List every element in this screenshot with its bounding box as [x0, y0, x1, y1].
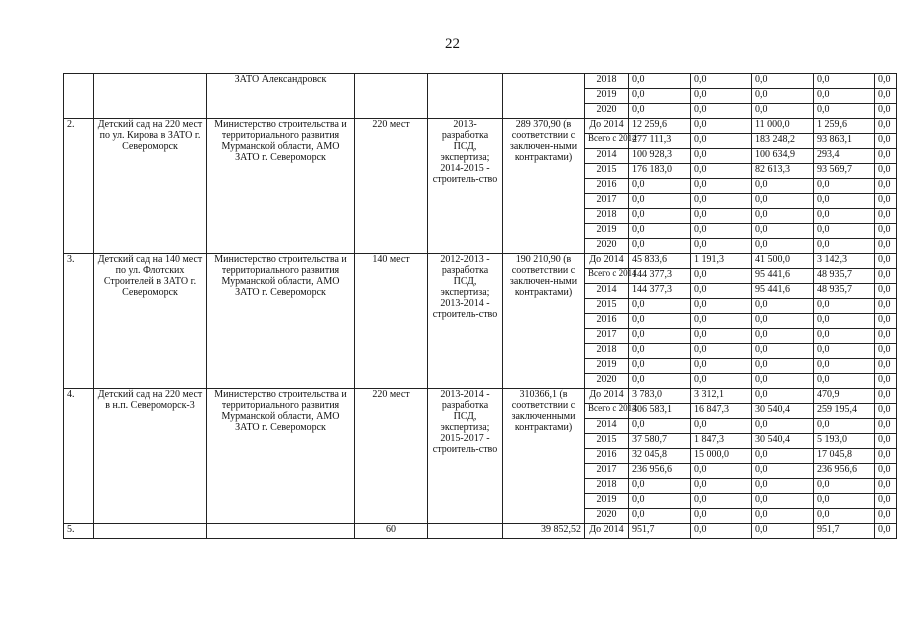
- value-cell: 0,0: [814, 329, 875, 344]
- value-cell: 0,0: [875, 314, 897, 329]
- value-cell: 0,0: [752, 344, 814, 359]
- value-cell: 0,0: [691, 359, 752, 374]
- value-cell: 0,0: [875, 224, 897, 239]
- value-cell: 100 634,9: [752, 149, 814, 164]
- table-row: [64, 389, 897, 404]
- capacity-cell: 60: [355, 524, 428, 539]
- value-cell: 0,0: [691, 239, 752, 254]
- value-cell: 0,0: [875, 464, 897, 479]
- value-cell: 0,0: [814, 479, 875, 494]
- value-cell: 0,0: [629, 479, 691, 494]
- value-cell: 0,0: [691, 119, 752, 134]
- year-cell: 2019: [585, 359, 629, 374]
- table-row: [64, 119, 897, 134]
- cost-cell: [503, 74, 585, 119]
- value-cell: 0,0: [691, 344, 752, 359]
- stages-cell: [428, 74, 503, 119]
- value-cell: 93 569,7: [814, 164, 875, 179]
- year-cell: Всего с 2014: [585, 134, 629, 149]
- value-cell: 3 142,3: [814, 254, 875, 269]
- year-cell: 2014: [585, 419, 629, 434]
- year-cell: 2015: [585, 299, 629, 314]
- year-cell: До 2014: [585, 254, 629, 269]
- value-cell: 0,0: [875, 344, 897, 359]
- value-cell: 0,0: [814, 314, 875, 329]
- value-cell: 0,0: [629, 224, 691, 239]
- organization-cell: [207, 524, 355, 539]
- value-cell: 0,0: [875, 194, 897, 209]
- value-cell: 176 183,0: [629, 164, 691, 179]
- value-cell: 0,0: [691, 164, 752, 179]
- value-cell: 0,0: [875, 149, 897, 164]
- year-cell: 2019: [585, 89, 629, 104]
- value-cell: 17 045,8: [814, 449, 875, 464]
- value-cell: 37 580,7: [629, 434, 691, 449]
- value-cell: 0,0: [629, 239, 691, 254]
- organization-cell: ЗАТО Александровск: [207, 74, 355, 119]
- organization-cell: Министерство строительства и территориального развития Мурманской области, АМО ЗАТО г. Североморск: [207, 389, 355, 524]
- value-cell: 0,0: [875, 329, 897, 344]
- value-cell: 0,0: [814, 299, 875, 314]
- index-cell: 2.: [64, 119, 94, 254]
- value-cell: 0,0: [875, 479, 897, 494]
- value-cell: 0,0: [752, 314, 814, 329]
- value-cell: 100 928,3: [629, 149, 691, 164]
- value-cell: 0,0: [814, 104, 875, 119]
- value-cell: 0,0: [691, 149, 752, 164]
- year-cell: 2020: [585, 374, 629, 389]
- value-cell: 0,0: [752, 74, 814, 89]
- value-cell: 0,0: [629, 359, 691, 374]
- value-cell: 0,0: [875, 269, 897, 284]
- value-cell: 0,0: [691, 284, 752, 299]
- value-cell: 306 583,1: [629, 404, 691, 419]
- cost-cell: 39 852,52: [503, 524, 585, 539]
- value-cell: 0,0: [691, 524, 752, 539]
- value-cell: 0,0: [875, 239, 897, 254]
- object-name-cell: Детский сад на 220 мест по ул. Кирова в ЗАТО г. Североморск: [94, 119, 207, 254]
- value-cell: 0,0: [691, 74, 752, 89]
- value-cell: 0,0: [629, 419, 691, 434]
- value-cell: 0,0: [691, 134, 752, 149]
- value-cell: 12 259,6: [629, 119, 691, 134]
- year-cell: 2017: [585, 194, 629, 209]
- value-cell: 82 613,3: [752, 164, 814, 179]
- value-cell: 0,0: [814, 374, 875, 389]
- value-cell: 1 847,3: [691, 434, 752, 449]
- object-name-cell: Детский сад на 220 мест в н.п. Североморск-3: [94, 389, 207, 524]
- year-cell: Всего с 2014: [585, 404, 629, 419]
- value-cell: 0,0: [629, 89, 691, 104]
- index-cell: 4.: [64, 389, 94, 524]
- object-name-cell: [94, 74, 207, 119]
- value-cell: 0,0: [691, 374, 752, 389]
- value-cell: 0,0: [691, 494, 752, 509]
- year-cell: 2017: [585, 464, 629, 479]
- value-cell: 0,0: [875, 404, 897, 419]
- year-cell: До 2014: [585, 119, 629, 134]
- value-cell: 0,0: [752, 464, 814, 479]
- value-cell: 0,0: [691, 464, 752, 479]
- value-cell: 0,0: [629, 209, 691, 224]
- value-cell: 0,0: [875, 374, 897, 389]
- year-cell: 2016: [585, 449, 629, 464]
- value-cell: 144 377,3: [629, 284, 691, 299]
- year-cell: 2019: [585, 224, 629, 239]
- value-cell: 0,0: [691, 209, 752, 224]
- value-cell: 0,0: [814, 74, 875, 89]
- data-table: [63, 73, 897, 539]
- value-cell: 0,0: [752, 494, 814, 509]
- value-cell: 0,0: [691, 479, 752, 494]
- value-cell: 0,0: [752, 479, 814, 494]
- value-cell: 0,0: [691, 89, 752, 104]
- index-cell: 5.: [64, 524, 94, 539]
- value-cell: 259 195,4: [814, 404, 875, 419]
- organization-cell: Министерство строительства и территориального развития Мурманской области, АМО ЗАТО г. Североморск: [207, 254, 355, 389]
- value-cell: 0,0: [875, 509, 897, 524]
- value-cell: 0,0: [875, 449, 897, 464]
- year-cell: 2020: [585, 509, 629, 524]
- value-cell: 0,0: [629, 179, 691, 194]
- value-cell: 0,0: [691, 329, 752, 344]
- year-cell: До 2014: [585, 524, 629, 539]
- stages-cell: 2013-2014 - разработка ПСД, экспертиза; 2015-2017 - строитель-ство: [428, 389, 503, 524]
- value-cell: 0,0: [691, 509, 752, 524]
- capacity-cell: 220 мест: [355, 389, 428, 524]
- year-cell: 2020: [585, 239, 629, 254]
- value-cell: 0,0: [752, 104, 814, 119]
- value-cell: 95 441,6: [752, 284, 814, 299]
- value-cell: 144 377,3: [629, 269, 691, 284]
- year-cell: 2018: [585, 74, 629, 89]
- value-cell: 0,0: [814, 209, 875, 224]
- year-cell: 2014: [585, 284, 629, 299]
- value-cell: 0,0: [752, 449, 814, 464]
- value-cell: 0,0: [752, 509, 814, 524]
- value-cell: 951,7: [629, 524, 691, 539]
- value-cell: 41 500,0: [752, 254, 814, 269]
- value-cell: 30 540,4: [752, 404, 814, 419]
- value-cell: 236 956,6: [814, 464, 875, 479]
- year-cell: 2018: [585, 209, 629, 224]
- value-cell: 0,0: [752, 179, 814, 194]
- stages-cell: [428, 524, 503, 539]
- value-cell: 0,0: [752, 374, 814, 389]
- value-cell: 0,0: [752, 389, 814, 404]
- value-cell: 0,0: [875, 524, 897, 539]
- value-cell: 0,0: [691, 269, 752, 284]
- value-cell: 0,0: [629, 299, 691, 314]
- value-cell: 16 847,3: [691, 404, 752, 419]
- value-cell: 0,0: [875, 389, 897, 404]
- value-cell: 0,0: [752, 524, 814, 539]
- value-cell: 0,0: [629, 494, 691, 509]
- value-cell: 0,0: [814, 89, 875, 104]
- year-cell: 2016: [585, 314, 629, 329]
- year-cell: 2017: [585, 329, 629, 344]
- value-cell: 0,0: [875, 119, 897, 134]
- value-cell: 0,0: [752, 299, 814, 314]
- value-cell: 0,0: [875, 359, 897, 374]
- value-cell: 11 000,0: [752, 119, 814, 134]
- value-cell: 0,0: [752, 419, 814, 434]
- value-cell: 0,0: [691, 419, 752, 434]
- value-cell: 0,0: [752, 239, 814, 254]
- value-cell: 15 000,0: [691, 449, 752, 464]
- value-cell: 0,0: [752, 89, 814, 104]
- year-cell: 2015: [585, 164, 629, 179]
- value-cell: 1 191,3: [691, 254, 752, 269]
- value-cell: 45 833,6: [629, 254, 691, 269]
- year-cell: 2018: [585, 344, 629, 359]
- value-cell: 0,0: [814, 494, 875, 509]
- value-cell: 0,0: [629, 104, 691, 119]
- value-cell: 0,0: [875, 254, 897, 269]
- page-number: 22: [445, 36, 460, 52]
- year-cell: До 2014: [585, 389, 629, 404]
- value-cell: 0,0: [875, 419, 897, 434]
- value-cell: 0,0: [875, 164, 897, 179]
- value-cell: 93 863,1: [814, 134, 875, 149]
- year-cell: 2019: [585, 494, 629, 509]
- cost-cell: 310366,1 (в соответствии с заключенными контрактами): [503, 389, 585, 524]
- year-cell: 2014: [585, 149, 629, 164]
- value-cell: 0,0: [629, 74, 691, 89]
- value-cell: 183 248,2: [752, 134, 814, 149]
- value-cell: 0,0: [814, 344, 875, 359]
- year-cell: 2020: [585, 104, 629, 119]
- year-cell: 2018: [585, 479, 629, 494]
- value-cell: 0,0: [691, 179, 752, 194]
- value-cell: 0,0: [814, 509, 875, 524]
- value-cell: 951,7: [814, 524, 875, 539]
- table-row: [64, 254, 897, 269]
- value-cell: 0,0: [691, 314, 752, 329]
- capacity-cell: 220 мест: [355, 119, 428, 254]
- value-cell: 0,0: [752, 194, 814, 209]
- value-cell: 0,0: [691, 104, 752, 119]
- value-cell: 48 935,7: [814, 269, 875, 284]
- value-cell: 5 193,0: [814, 434, 875, 449]
- value-cell: 0,0: [814, 239, 875, 254]
- year-cell: 2015: [585, 434, 629, 449]
- value-cell: 277 111,3: [629, 134, 691, 149]
- year-cell: Всего с 2014: [585, 269, 629, 284]
- value-cell: 0,0: [875, 89, 897, 104]
- value-cell: 0,0: [691, 194, 752, 209]
- value-cell: 30 540,4: [752, 434, 814, 449]
- value-cell: 0,0: [814, 224, 875, 239]
- cost-cell: 190 210,90 (в соответствии с заключен-ными контрактами): [503, 254, 585, 389]
- value-cell: 0,0: [691, 299, 752, 314]
- value-cell: 0,0: [875, 494, 897, 509]
- index-cell: 3.: [64, 254, 94, 389]
- cost-cell: 289 370,90 (в соответствии с заключен-ными контрактами): [503, 119, 585, 254]
- year-cell: 2016: [585, 179, 629, 194]
- value-cell: 236 956,6: [629, 464, 691, 479]
- value-cell: 0,0: [752, 224, 814, 239]
- organization-cell: Министерство строительства и территориального развития Мурманской области, АМО ЗАТО г. Североморск: [207, 119, 355, 254]
- value-cell: 95 441,6: [752, 269, 814, 284]
- value-cell: 470,9: [814, 389, 875, 404]
- value-cell: 0,0: [629, 509, 691, 524]
- value-cell: 0,0: [752, 209, 814, 224]
- value-cell: 1 259,6: [814, 119, 875, 134]
- value-cell: 0,0: [629, 374, 691, 389]
- value-cell: 293,4: [814, 149, 875, 164]
- value-cell: 0,0: [752, 329, 814, 344]
- value-cell: 0,0: [875, 134, 897, 149]
- value-cell: 0,0: [814, 359, 875, 374]
- stages-cell: 2013- разработка ПСД, экспертиза; 2014-2015 - строитель-ство: [428, 119, 503, 254]
- value-cell: 0,0: [814, 194, 875, 209]
- capacity-cell: [355, 74, 428, 119]
- value-cell: 0,0: [875, 74, 897, 89]
- value-cell: 32 045,8: [629, 449, 691, 464]
- value-cell: 0,0: [629, 344, 691, 359]
- index-cell: [64, 74, 94, 119]
- value-cell: 48 935,7: [814, 284, 875, 299]
- capacity-cell: 140 мест: [355, 254, 428, 389]
- value-cell: 0,0: [875, 284, 897, 299]
- object-name-cell: Детский сад на 140 мест по ул. Флотских Строителей в ЗАТО г. Североморск: [94, 254, 207, 389]
- value-cell: 0,0: [875, 104, 897, 119]
- value-cell: 3 312,1: [691, 389, 752, 404]
- value-cell: 0,0: [875, 434, 897, 449]
- value-cell: 0,0: [752, 359, 814, 374]
- value-cell: 0,0: [875, 209, 897, 224]
- table-row: [64, 524, 897, 539]
- stages-cell: 2012-2013 - разработка ПСД, экспертиза; 2013-2014 - строитель-ство: [428, 254, 503, 389]
- table-row: [64, 74, 897, 89]
- value-cell: 0,0: [691, 224, 752, 239]
- object-name-cell: [94, 524, 207, 539]
- value-cell: 0,0: [814, 179, 875, 194]
- value-cell: 0,0: [875, 179, 897, 194]
- value-cell: 0,0: [629, 329, 691, 344]
- value-cell: 3 783,0: [629, 389, 691, 404]
- value-cell: 0,0: [629, 314, 691, 329]
- value-cell: 0,0: [629, 194, 691, 209]
- value-cell: 0,0: [814, 419, 875, 434]
- value-cell: 0,0: [875, 299, 897, 314]
